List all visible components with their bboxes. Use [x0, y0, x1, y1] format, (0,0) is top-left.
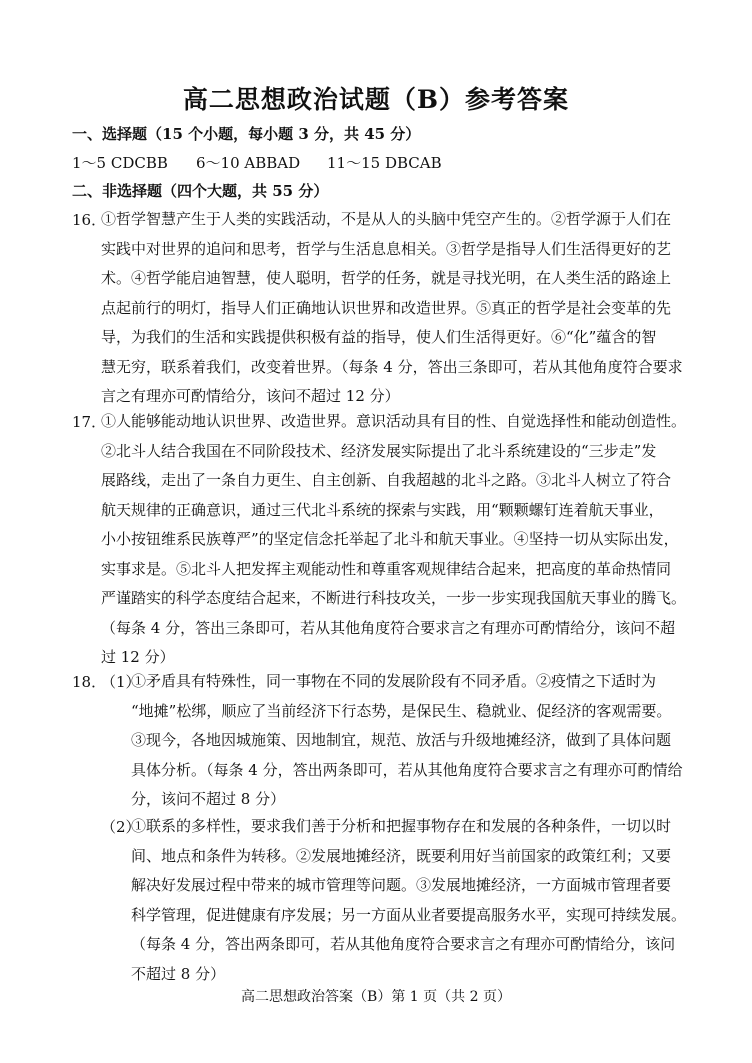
question-18-part1-label: （1）: [101, 673, 141, 691]
question-18-part2-label: （2）: [101, 818, 141, 836]
answer-line: 不超过 8 分）: [131, 964, 226, 983]
answer-line: 科学管理，促进健康有序发展；另一方面从业者要提高服务水平，实现可持续发展。: [131, 905, 687, 924]
section2-heading: 二、非选择题（四个大题，共 55 分）: [72, 182, 329, 200]
answer-line: 具体分析。（每条 4 分，答出两条即可，若从其他角度符合要求言之有理亦可酌情给: [131, 760, 683, 779]
question-17-number: 17．: [72, 413, 107, 431]
question-16-number: 16．: [72, 211, 107, 229]
answer-line: （每条 4 分，答出两条即可，若从其他角度符合要求言之有理亦可酌情给分，该问: [131, 935, 676, 953]
answer-line: 导，为我们的生活和实践提供积极有益的指导，使人们生活得更好。⑥“化”蕴含的智: [101, 328, 657, 346]
answer-line: 航天规律的正确意识，通过三代北斗系统的探索与实践，用“颗颗螺钉连着航天事业，: [101, 500, 664, 519]
question-18-part1-answer: [131, 667, 683, 815]
answer-line: ①联系的多样性，要求我们善于分析和把握事物存在和发展的各种条件，一切以时: [131, 817, 672, 835]
answer-line: 实事求是。⑤北斗人把发挥主观能动性和尊重客观规律结合起来，把高度的革命热情同: [101, 559, 672, 578]
answer-line: 解决好发展过程中带来的城市管理等问题。③发展地摊经济，一方面城市管理者要: [131, 876, 672, 894]
question-18-number: 18．: [72, 673, 107, 691]
answer-line: “地摊”松绑，顺应了当前经济下行态势，是保民生、稳就业、促经济的客观需要。: [131, 701, 672, 720]
answer-line: 分，该问不超过 8 分）: [131, 790, 286, 808]
answer-line: 言之有理亦可酌情给分，该问不超过 12 分）: [101, 387, 400, 405]
answer-line: 间、地点和条件为转移。②发展地摊经济，既要利用好当前国家的政策红利；又要: [131, 846, 672, 865]
answer-line: 术。④哲学能启迪智慧，使人聪明，哲学的任务，就是寻找光明，在人类生活的路途上: [101, 269, 672, 287]
answer-line: 小小按钮维系民族尊严”的坚定信念托举起了北斗和航天事业。④坚持一切从实际出发，: [101, 530, 679, 548]
question-17-answer: [101, 407, 686, 673]
page-footer: 高二思想政治答案（B）第 1 页（共 2 页）: [241, 989, 511, 1005]
answer-group-2: 6～10 ABBAD: [196, 154, 301, 172]
answer-line: ②北斗人结合我国在不同阶段技术、经济发展实际提出了北斗系统建设的“三步走”发: [101, 441, 657, 460]
answer-line: 慧无穷，联系着我们，改变着世界。（每条 4 分，答出三条即可，若从其他角度符合要求: [101, 357, 683, 376]
section1-heading: 一、选择题（15 个小题，每小题 3 分，共 45 分）: [72, 125, 421, 143]
answer-line: ①矛盾具有特殊性，同一事物在不同的发展阶段有不同矛盾。②疫情之下适时为: [131, 672, 657, 690]
answer-line: 实践中对世界的追问和思考，哲学与生活息息相关。③哲学是指导人们生活得更好的艺: [101, 239, 672, 258]
choice-answers: [72, 153, 442, 173]
answer-group-3: 11～15 DBCAB: [327, 154, 442, 172]
answer-line: ③现今，各地因城施策、因地制宜，规范、放活与升级地摊经济，做到了具体问题: [131, 731, 672, 749]
answer-group-1: 1～5 CDCBB: [72, 154, 168, 172]
answer-line: ①人能够能动地认识世界、改造世界。意识活动具有目的性、自觉选择性和能动创造性。: [101, 412, 687, 430]
question-18-part2-answer: [131, 812, 686, 989]
answer-line: 过 12 分）: [101, 648, 175, 666]
answer-line: ①哲学智慧产生于人类的实践活动，不是从人的头脑中凭空产生的。②哲学源于人们在: [101, 210, 672, 228]
answer-line: 严谨踏实的科学态度结合起来，不断进行科技攻关，一步一步实现我国航天事业的腾飞。: [101, 589, 687, 607]
page-title: 高二思想政治试题（B）参考答案: [182, 85, 570, 114]
answer-line: （每条 4 分，答出三条即可，若从其他角度符合要求言之有理亦可酌情给分，该问不超: [101, 618, 676, 637]
answer-line: 展路线，走出了一条自力更生、自主创新、自我超越的北斗之路。③北斗人树立了符合: [101, 471, 672, 489]
question-16-answer: [101, 205, 683, 412]
answer-line: 点起前行的明灯，指导人们正确地认识世界和改造世界。⑤真正的哲学是社会变革的先: [101, 298, 672, 317]
